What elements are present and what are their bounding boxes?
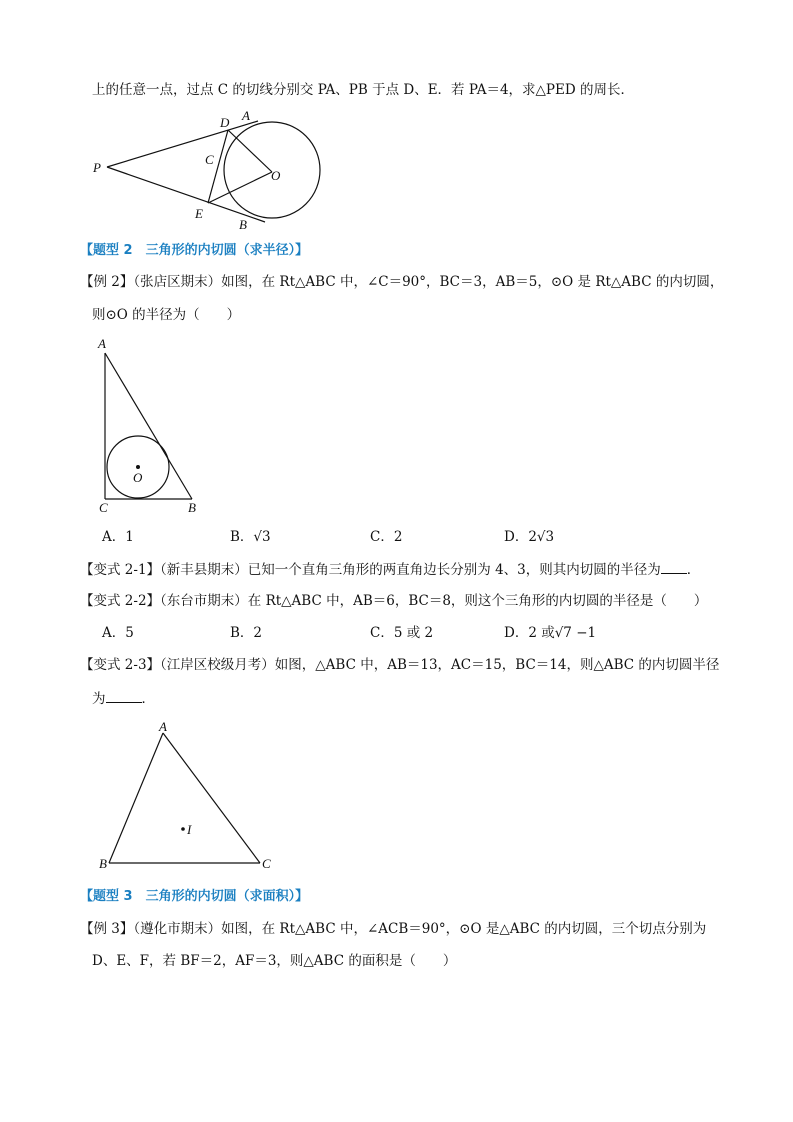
figure-tangent-circle [80,105,340,235]
variant22-tag: 【变式 2-2】 [80,593,161,609]
variant22-text: （东台市期末）在 Rt△ABC 中，AB＝6，BC＝8，则这个三角形的内切圆的半径是（ ） [160,593,708,609]
variant21-text: （新丰县期末）已知一个直角三角形的两直角边长分别为 4、3，则其内切圆的半径为 [160,562,661,578]
label-b: B [188,500,196,515]
line-pa [107,121,258,167]
center-dot [136,465,140,469]
label-p: P [93,160,101,175]
line-do [228,130,272,172]
section-heading-type2: 【题型 2 三角形的内切圆（求半径）】 [80,243,309,258]
answer-blank[interactable] [661,559,687,574]
label-e: E [195,206,203,221]
figure-triangle-incenter [90,715,290,875]
option-c[interactable]: C．5 或 2 [370,625,434,641]
example2-line2: 则⊙O 的半径为（ ） [92,307,241,323]
variant22-line [80,591,707,611]
example3-line2: D、E、F，若 BF＝2，AF＝3，则△ABC 的面积是（ ） [92,953,457,969]
line-pb [107,167,265,222]
side-ab [105,353,192,499]
option-a[interactable]: A．1 [102,529,134,545]
example2-line1 [80,272,723,292]
label-a: A [242,108,250,123]
label-b: B [99,856,107,871]
side-ab [109,733,163,863]
option-a[interactable]: A．5 [102,625,134,641]
label-d: D [220,115,230,130]
label-b: B [239,217,247,232]
variant23-line2: 为 ． [92,688,155,709]
label-i: I [187,822,192,837]
incenter-dot [181,827,185,831]
label-o: O [133,470,143,485]
label-o: O [271,168,281,183]
example3-text: （遵化市期末）如图，在 Rt△ABC 中，∠ACB＝90°，⊙O 是△ABC 的内切圆，三个切点分别为 [133,921,707,937]
side-ac [163,733,260,863]
label-c: C [205,152,214,167]
example2-tag: 【例 2】 [80,274,134,290]
problem-text-continued: 上的任意一点，过点 C 的切线分别交 PA、PB 于点 D、E．若 PA＝4，求△PED 的周长． [92,82,634,98]
example2-text: （张店区期末）如图，在 Rt△ABC 中，∠C＝90°，BC＝3，AB＝5，⊙O 是 Rt△ABC 的内切圆， [133,274,724,290]
example3-line1 [80,919,706,939]
example3-tag: 【例 3】 [80,921,134,937]
figure-right-triangle-incircle [90,330,220,520]
label-a: A [159,719,167,734]
option-d[interactable]: D．2√3 [504,529,555,545]
variant21-line: 【变式 2-1】（新丰县期末）已知一个直角三角形的两直角边长分别为 4、3，则其内切圆的半径为 ． [80,559,700,580]
option-b[interactable]: B．2 [230,625,263,641]
answer-blank[interactable] [106,688,142,703]
variant21-tag: 【变式 2-1】 [80,562,161,578]
option-b[interactable]: B．√3 [230,529,271,545]
option-c[interactable]: C．2 [370,529,403,545]
variant23-line1 [80,655,719,675]
label-c: C [262,856,271,871]
line-eo [208,172,272,203]
option-d[interactable]: D．2 或√7 −1 [504,625,597,641]
section-heading-type3: 【题型 3 三角形的内切圆（求面积）】 [80,889,309,904]
variant23-tag: 【变式 2-3】 [80,657,161,673]
variant23-text: （江岸区校级月考）如图，△ABC 中，AB＝13，AC＝15，BC＝14，则△ABC 的内切圆半径 [160,657,720,673]
label-c: C [99,500,108,515]
label-a: A [98,336,106,351]
